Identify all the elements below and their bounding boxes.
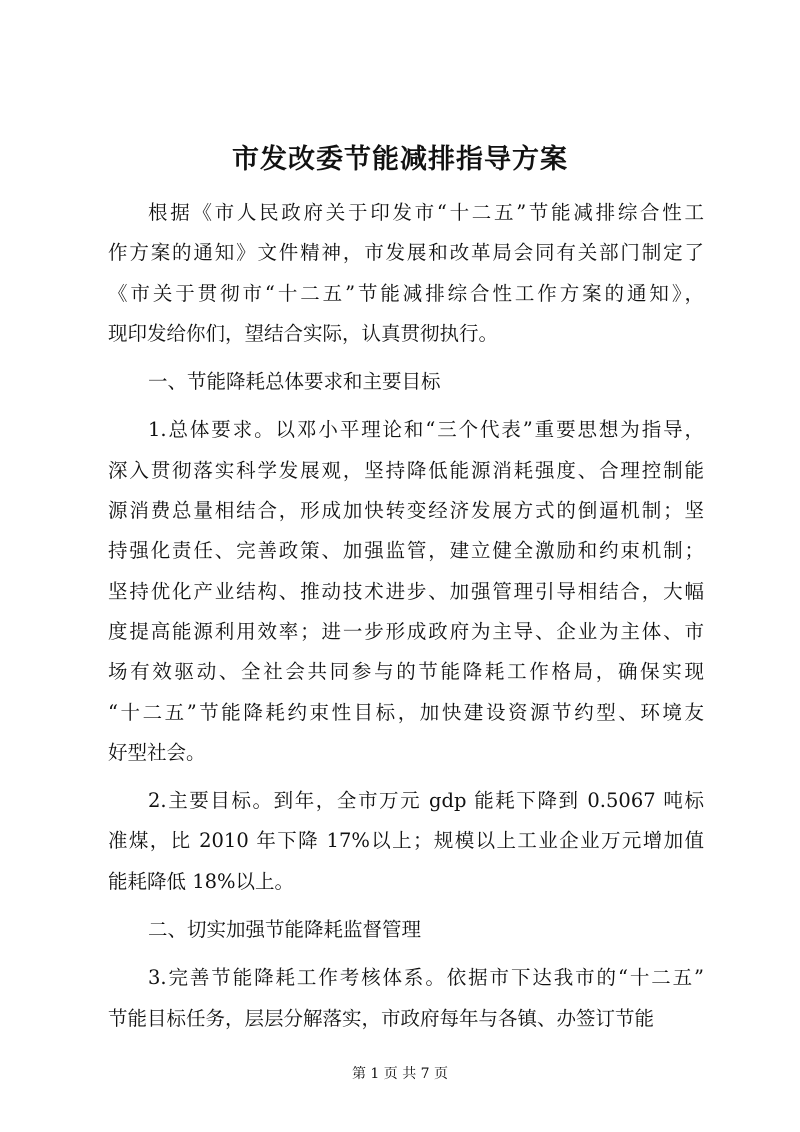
text-line: 节能目标任务，层层分解落实，市政府每年与各镇、办签订节能 <box>108 1006 655 1030</box>
paragraph-gap <box>108 950 704 958</box>
paragraph-item-1 <box>108 410 704 773</box>
document-title: 市发改委节能减排指导方案 <box>232 144 568 175</box>
text-line: 根据《市人民政府关于印发市“十二五”节能减排综合性工 <box>148 201 704 224</box>
text-line: 深入贯彻落实科学发展观，坚持降低能源消耗强度、合理控制能 <box>108 458 704 482</box>
page-footer: 第 1 页 共 7 页 <box>351 1066 449 1082</box>
text-line: 好型社会。 <box>108 740 206 764</box>
text-line: “十二五”节能降耗约束性目标，加快建设资源节约型、环境友 <box>108 700 704 724</box>
text-line: 《市关于贯彻市“十二五”节能减排综合性工作方案的通知》， <box>108 281 704 305</box>
text-line: 作方案的通知》文件精神，市发展和改革局会同有关部门制定了 <box>108 241 704 265</box>
text-line: 度提高能源利用效率；进一步形成政府为主导、企业为主体、市 <box>108 619 704 643</box>
text-line: 一、节能降耗总体要求和主要目标 <box>148 370 441 394</box>
paragraph-gap <box>108 402 704 410</box>
text-line: 能耗降低 18%以上。 <box>108 869 295 893</box>
paragraph-heading-2 <box>108 910 704 950</box>
paragraph-gap <box>108 773 704 781</box>
text-line: 3.完善节能降耗工作考核体系。依据市下达我市的“十二五” <box>148 966 704 990</box>
paragraph-gap <box>108 354 704 362</box>
paragraph-gap <box>108 902 704 910</box>
document-body <box>108 193 704 1039</box>
paragraph-item-3 <box>108 958 704 1039</box>
text-line: 二、切实加强节能降耗监督管理 <box>148 918 422 942</box>
paragraph-item-2 <box>108 781 704 902</box>
paragraph-heading-1 <box>108 362 704 402</box>
text-line: 坚持优化产业结构、推动技术进步、加强管理引导相结合，大幅 <box>108 579 704 603</box>
text-line: 持强化责任、完善政策、加强监管，建立健全激励和约束机制； <box>108 539 704 563</box>
paragraph-intro <box>108 193 704 354</box>
text-line: 准煤，比 2010 年下降 17%以上；规模以上工业企业万元增加值 <box>108 829 704 853</box>
text-line: 现印发给你们，望结合实际，认真贯彻执行。 <box>108 321 499 345</box>
text-line: 2.主要目标。到年，全市万元 gdp 能耗下降到 0.5067 吨标 <box>148 789 704 813</box>
text-line: 场有效驱动、全社会共同参与的节能降耗工作格局，确保实现 <box>108 660 704 684</box>
text-line: 1.总体要求。以邓小平理论和“三个代表”重要思想为指导， <box>148 418 704 442</box>
text-line: 源消费总量相结合，形成加快转变经济发展方式的倒逼机制；坚 <box>108 499 704 523</box>
